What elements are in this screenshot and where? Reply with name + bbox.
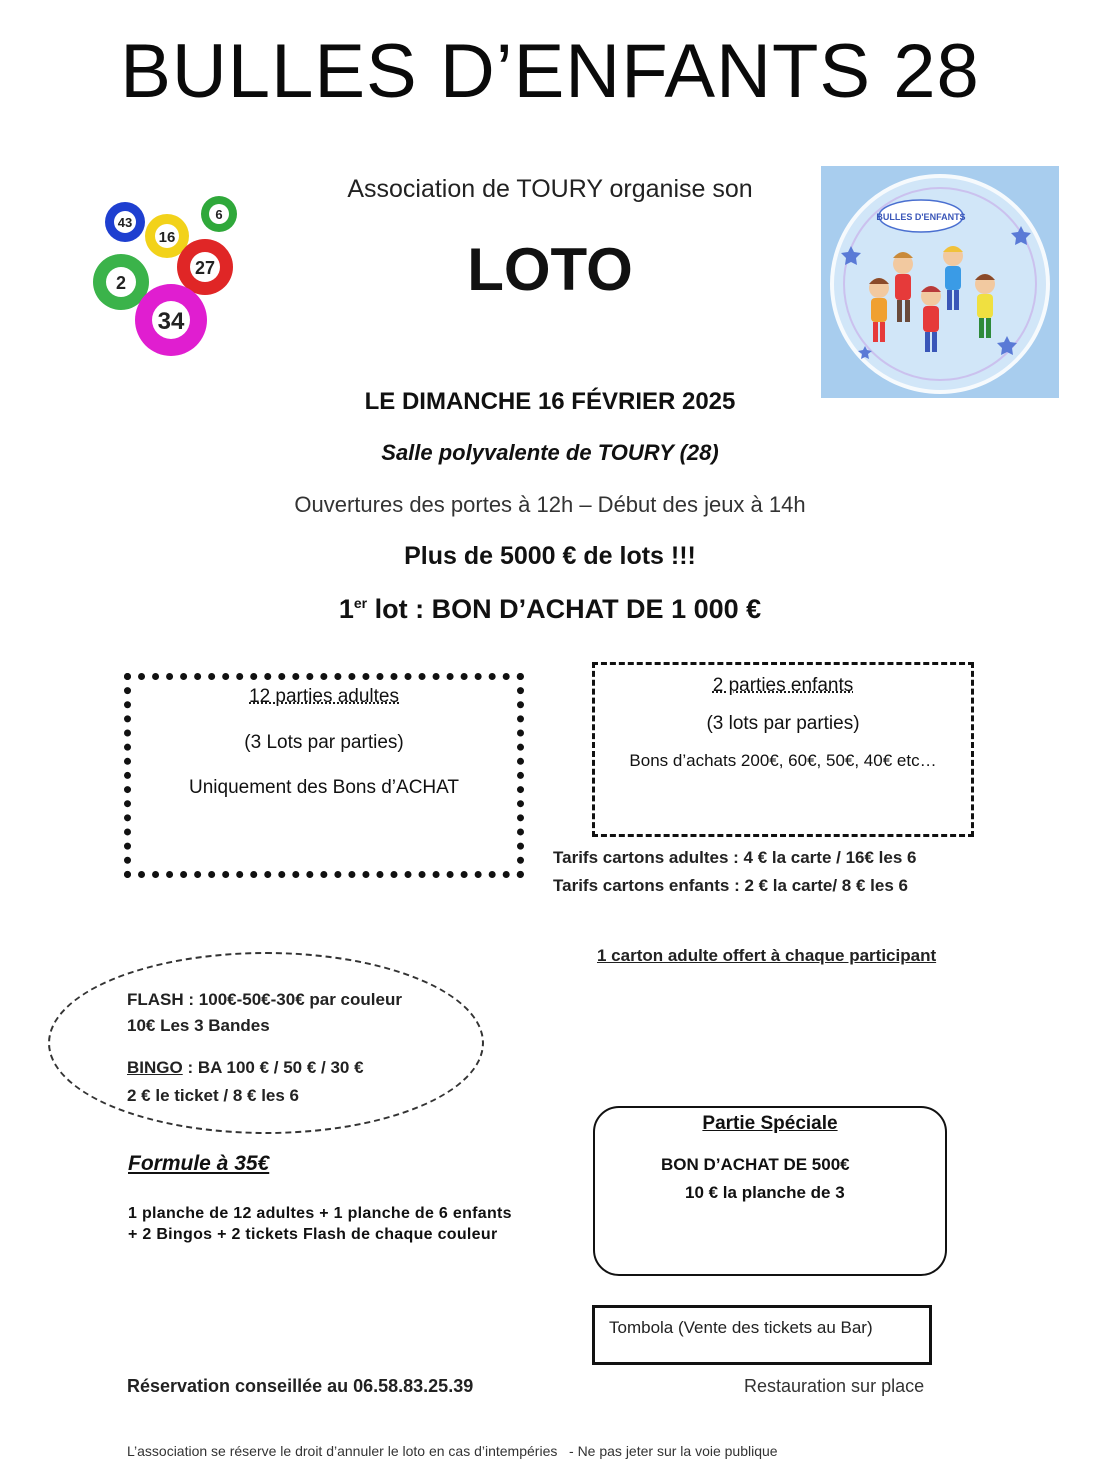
intro-text: Association de TOURY organise son	[347, 175, 753, 203]
adult-games-detail: Uniquement des Bons d’ACHAT	[189, 777, 459, 798]
ball-27	[177, 239, 233, 295]
restauration-note: Restauration sur place	[744, 1376, 925, 1396]
first-lot-number: 1	[338, 594, 354, 624]
ball-34-number: 34	[157, 308, 185, 335]
ball-6-number: 6	[215, 207, 223, 222]
event-name: LOTO	[467, 236, 633, 303]
lots-total: Plus de 5000 € de lots !!!	[404, 542, 696, 570]
ball-16-number: 16	[158, 229, 176, 246]
ball-34	[135, 284, 207, 356]
adult-games-box	[124, 673, 524, 878]
first-lot-text: lot : BON D’ACHAT DE 1 000 €	[367, 594, 762, 624]
first-lot-ordinal: er	[353, 595, 368, 611]
flash-bands: 10€ Les 3 Bandes	[127, 1016, 270, 1035]
free-card-offer: 1 carton adulte offert à chaque participant	[597, 946, 937, 965]
ball-27-number: 27	[194, 258, 216, 278]
flash-label: FLASH	[127, 990, 184, 1009]
reservation-phone: Réservation conseillée au 06.58.83.25.39	[127, 1376, 474, 1396]
association-logo-image	[821, 166, 1059, 398]
ball-43	[105, 202, 145, 242]
bingo-ticket-price: 2 € le ticket / 8 € les 6	[127, 1086, 300, 1105]
lotto-balls-illustration	[85, 190, 250, 365]
adult-games-lots: (3 Lots par parties)	[244, 732, 404, 753]
tombola-text: Tombola (Vente des tickets au Bar)	[609, 1318, 873, 1337]
special-game-price: 10 € la planche de 3	[685, 1183, 845, 1202]
adult-games-title: 12 parties adultes	[249, 686, 399, 707]
special-game-prize: BON D’ACHAT DE 500€	[661, 1155, 850, 1174]
adult-card-prices: Tarifs cartons adultes : 4 € la carte / 16€ les 6	[553, 848, 917, 867]
kids-games-title: 2 parties enfants	[712, 675, 854, 696]
ball-43-number: 43	[117, 215, 133, 230]
logo-text: BULLES D'ENFANTS	[876, 212, 966, 222]
event-venue: Salle polyvalente de TOURY (28)	[381, 440, 719, 465]
special-game-title: Partie Spéciale	[702, 1113, 838, 1134]
event-date: LE DIMANCHE 16 FÉVRIER 2025	[364, 388, 736, 415]
footer-disclaimer: L’association se réserve le droit d’annuler le loto en cas d’intempéries - Ne pas jeter sur la voie publique	[127, 1443, 778, 1459]
formula-detail-line1: 1 planche de 12 adultes + 1 planche de 6 enfants	[128, 1205, 512, 1222]
flash-bingo-ellipse	[48, 952, 484, 1134]
formula-detail-line2: + 2 Bingos + 2 tickets Flash de chaque couleur	[128, 1226, 498, 1243]
bingo-text: : BA 100 € / 50 € / 30 €	[182, 1058, 364, 1077]
kids-games-lots: (3 lots par parties)	[706, 713, 860, 734]
ball-6	[201, 196, 237, 232]
kids-card-prices: Tarifs cartons enfants : 2 € la carte/ 8 € les 6	[553, 876, 908, 895]
flash-text: : 100€-50€-30€ par couleur	[183, 990, 402, 1009]
bingo-label: BINGO	[127, 1058, 183, 1077]
tombola-box	[592, 1305, 932, 1365]
kids-games-detail: Bons d’achats 200€, 60€, 50€, 40€ etc…	[629, 751, 937, 770]
kids-games-box	[592, 662, 974, 837]
flash-line	[127, 990, 402, 1010]
poster-title: BULLES D’ENFANTS 28	[120, 29, 980, 114]
formula-title: Formule à 35€	[128, 1152, 270, 1175]
opening-hours: Ouvertures des portes à 12h – Début des jeux à 14h	[294, 492, 806, 517]
special-game-box	[593, 1106, 947, 1276]
ball-2-number: 2	[115, 273, 127, 293]
first-lot	[150, 594, 950, 625]
bingo-line	[127, 1058, 364, 1078]
